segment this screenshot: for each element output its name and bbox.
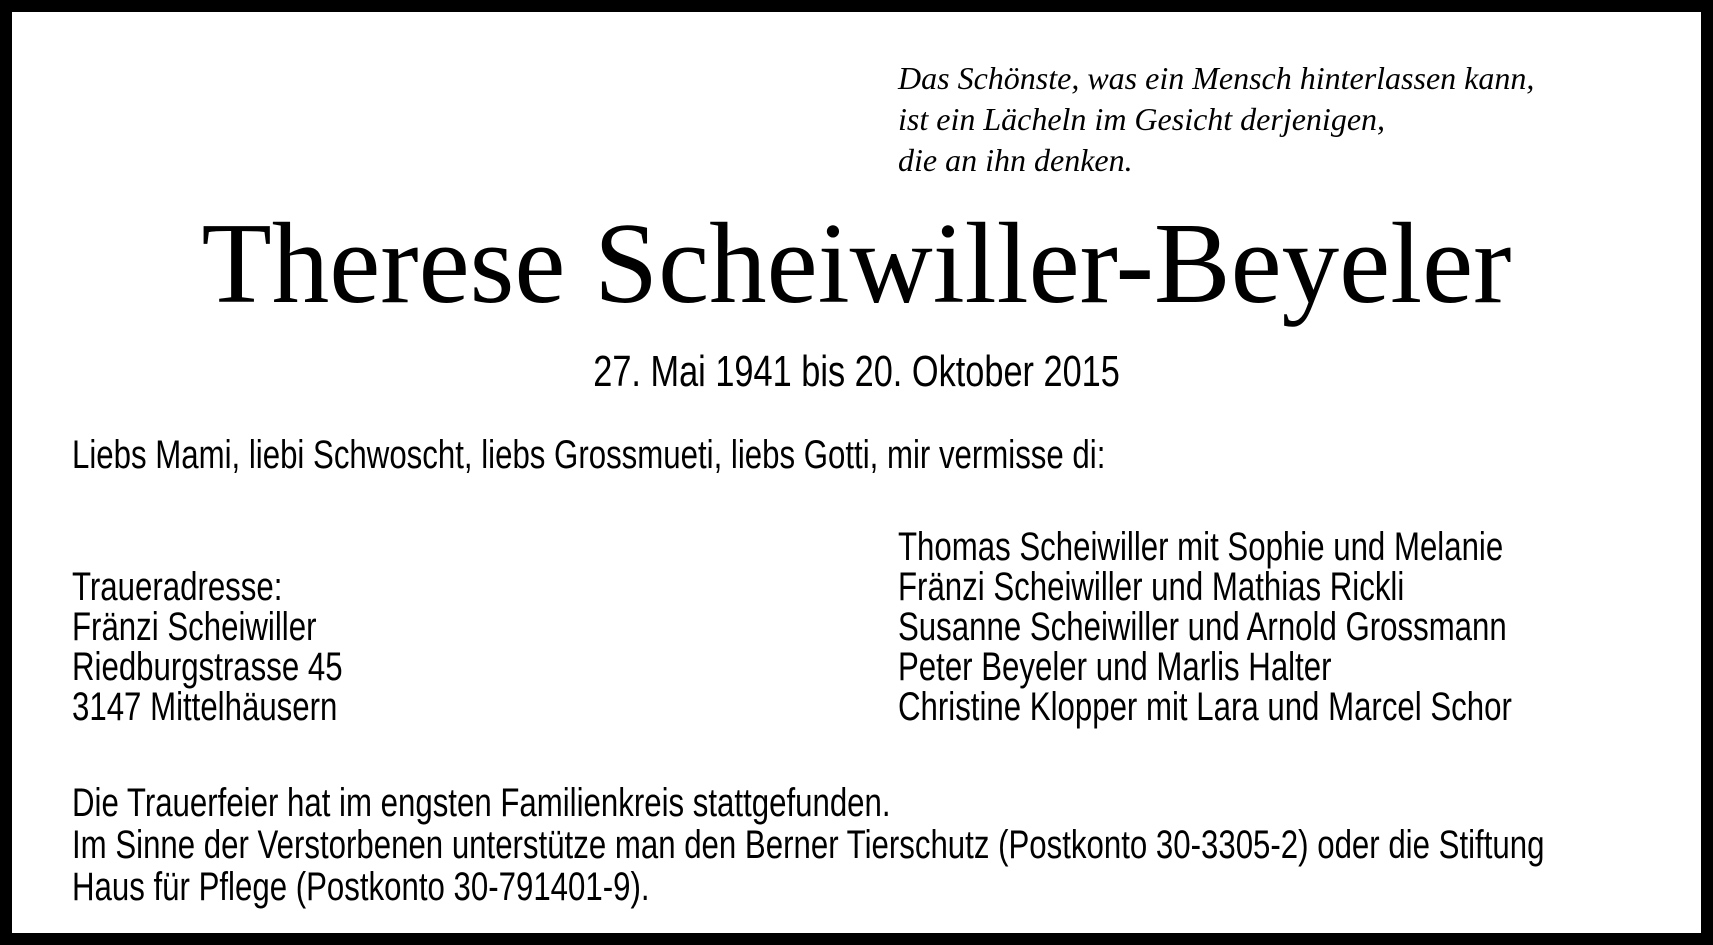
salutation-line: Liebs Mami, liebi Schwoscht, liebs Grossmueti, liebs Gotti, mir vermisse di: — [72, 433, 1106, 477]
quote-line-3: die an ihn denken. — [898, 142, 1133, 178]
quote-line-1: Das Schönste, was ein Mensch hinterlassen kann, — [898, 60, 1535, 96]
life-dates-row — [12, 347, 1701, 396]
closing-line-2: Im Sinne der Verstorbenen unterstütze man den Berner Tierschutz (Postkonto 30-3305-2) oder die Stiftung — [72, 823, 1545, 867]
family-list — [898, 527, 1512, 727]
mourning-address-city: 3147 Mittelhäusern — [72, 685, 338, 729]
mourning-address-label: Traueradresse: — [72, 565, 283, 609]
closing-paragraph — [72, 782, 1544, 908]
family-line-5: Christine Klopper mit Lara und Marcel Schor — [898, 685, 1512, 729]
mourning-address-block — [72, 567, 343, 727]
epigraph-quote — [898, 58, 1534, 181]
closing-line-1: Die Trauerfeier hat im engsten Familienkreis stattgefunden. — [72, 781, 891, 825]
quote-line-2: ist ein Lächeln im Gesicht derjenigen, — [898, 101, 1386, 137]
life-dates: 27. Mai 1941 bis 20. Oktober 2015 — [593, 347, 1120, 396]
family-line-2: Fränzi Scheiwiller und Mathias Rickli — [898, 565, 1405, 609]
mourning-address-street: Riedburgstrasse 45 — [72, 645, 343, 689]
family-line-4: Peter Beyeler und Marlis Halter — [898, 645, 1332, 689]
deceased-name: Therese Scheiwiller-Beyeler — [201, 200, 1512, 327]
closing-line-3: Haus für Pflege (Postkonto 30-791401-9). — [72, 865, 650, 909]
family-line-1: Thomas Scheiwiller mit Sophie und Melanie — [898, 525, 1504, 569]
mourning-address-name: Fränzi Scheiwiller — [72, 605, 317, 649]
family-line-3: Susanne Scheiwiller und Arnold Grossmann — [898, 605, 1507, 649]
